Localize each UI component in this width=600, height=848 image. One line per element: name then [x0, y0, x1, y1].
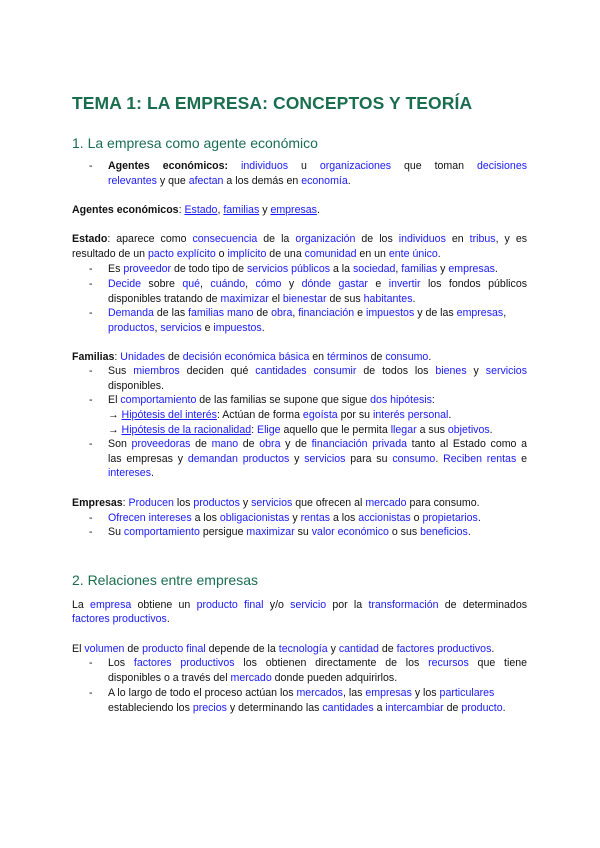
highlighted-term: propietarios — [422, 512, 478, 524]
bullet-dash: - — [89, 512, 93, 524]
bullet-dash: - — [89, 526, 93, 538]
highlighted-term: producto final — [142, 643, 206, 655]
highlighted-term: servicio — [290, 599, 327, 611]
text-run: tanto al Estado como a — [407, 438, 527, 450]
text-run: y — [289, 453, 305, 465]
text-run: e — [516, 453, 527, 465]
empresas-bullet2 — [108, 525, 471, 539]
highlighted-term: beneficios — [420, 526, 468, 538]
highlighted-term: miembros — [133, 365, 180, 377]
text-run — [331, 278, 338, 290]
text-run: . — [467, 526, 471, 538]
highlighted-term: productos — [193, 497, 240, 509]
highlighted-term: transformación — [368, 599, 439, 611]
relaciones-p1-line1 — [72, 598, 527, 612]
text-run: . — [435, 453, 444, 465]
highlighted-term: proveedor — [123, 263, 172, 275]
highlighted-term: tribus — [469, 233, 496, 245]
highlighted-term: Decide — [108, 278, 141, 290]
text-run: : aparece como — [107, 233, 193, 245]
highlighted-term: servicios — [160, 322, 202, 334]
text-run: a — [373, 702, 386, 714]
text-run: disponibles. — [108, 380, 164, 392]
estado-line1: Estado: aparece como consecuencia de la organización de los individuos en tribus, y es — [72, 233, 527, 245]
highlighted-term: rentas — [300, 512, 331, 524]
highlighted-term: gastar — [338, 278, 368, 290]
highlighted-term: servicios — [251, 497, 293, 509]
highlighted-term: Ofrecen intereses — [108, 512, 192, 524]
highlighted-term: empresas — [456, 307, 504, 319]
section-2-heading: 2. Relaciones entre empresas — [72, 572, 258, 588]
text-run: para consumo. — [406, 497, 480, 509]
highlighted-term: empresa — [90, 599, 132, 611]
text-run: de — [165, 351, 183, 363]
bullet-dash: - — [89, 263, 93, 275]
text-run: los obtienen directamente de los — [234, 657, 429, 669]
highlighted-term: volumen — [84, 643, 125, 655]
bullet-dash: - — [89, 365, 93, 377]
text-run: sobre — [140, 278, 183, 290]
highlighted-term: mercado — [365, 497, 407, 509]
text-run: : Actúan de forma — [216, 409, 303, 421]
highlighted-term: comportamiento — [120, 394, 197, 406]
highlighted-term: impuestos — [365, 307, 415, 319]
highlighted-term: mercados — [296, 687, 343, 699]
text-run: deciden qué — [179, 365, 256, 377]
bullet-dash: - — [89, 438, 93, 450]
text-run: Los — [108, 657, 134, 669]
estado-bullet2-line1 — [108, 277, 527, 291]
highlighted-term: factores productivos — [396, 643, 492, 655]
highlighted-term: interés personal — [373, 409, 449, 421]
agentes-bullet-line1: Agentes económicos: individuos u organizaciones que toman decisiones — [108, 160, 528, 172]
highlighted-term: consecuencia — [192, 233, 258, 245]
highlighted-term: obra — [271, 307, 293, 319]
text-run: en — [309, 351, 328, 363]
highlighted-term: invertir — [388, 278, 421, 290]
estado-line2 — [72, 247, 441, 261]
highlighted-term: tecnología — [278, 643, 328, 655]
highlighted-term: cantidades — [255, 365, 307, 377]
text-run: . — [151, 467, 154, 479]
text-run: . — [437, 248, 441, 260]
arrow-right-icon: → — [108, 424, 119, 436]
bullet-dash: - — [89, 394, 93, 406]
highlighted-term: producto final — [196, 599, 264, 611]
highlighted-term: individuos — [398, 233, 446, 245]
text-run: por la — [326, 599, 369, 611]
text-run: . — [448, 409, 452, 421]
highlighted-term: organización — [295, 233, 356, 245]
text-run: e — [354, 307, 366, 319]
highlighted-term: dos hipótesis — [370, 394, 432, 406]
text-run: . — [494, 263, 498, 275]
text-run: : — [122, 497, 129, 509]
text-run: , — [395, 263, 402, 275]
text-run: que ofrecen al — [292, 497, 366, 509]
text-run: y/o — [263, 599, 291, 611]
relaciones-bullet1-line1 — [108, 656, 527, 670]
highlighted-term: intercambiar — [385, 702, 444, 714]
highlighted-term: Hipótesis de la racionalidad — [121, 424, 252, 436]
highlighted-term: mercado — [230, 672, 272, 684]
agentes-bullet-line2: relevantes y que afectan a los demás en economía. — [108, 175, 351, 187]
highlighted-term: cantidad — [338, 643, 379, 655]
highlighted-term: productos — [108, 322, 155, 334]
highlighted-term: maximizar — [220, 293, 269, 305]
text-run: de todo tipo de — [171, 263, 247, 275]
text-run: . — [502, 702, 506, 714]
estado-bullet3-line2 — [108, 321, 265, 335]
highlighted-term: productos — [242, 453, 290, 465]
familias-bullet3-line3 — [108, 466, 154, 480]
text-run: su — [294, 526, 312, 538]
highlighted-term: implícito — [227, 248, 267, 260]
text-run: disponibles tratando de — [108, 293, 221, 305]
text-run: , — [200, 278, 211, 290]
text-run: El — [72, 643, 85, 655]
text-run: a sus — [416, 424, 448, 436]
text-run: de sus — [326, 293, 364, 305]
text-run: de — [124, 643, 143, 655]
highlighted-term: impuestos — [213, 322, 262, 334]
highlighted-term: obra — [259, 438, 281, 450]
text-run: los fondos públicos — [420, 278, 527, 290]
highlighted-term: proveedoras — [131, 438, 191, 450]
text-run: los — [173, 497, 194, 509]
highlighted-term: Producen — [128, 497, 174, 509]
estado-bullet1 — [108, 262, 498, 276]
text-run: Es — [108, 263, 124, 275]
text-run: en un — [356, 248, 389, 260]
highlighted-term: dónde — [301, 278, 332, 290]
highlighted-term: producto — [461, 702, 503, 714]
highlighted-term: decisión económica básica — [182, 351, 310, 363]
highlighted-term: consumo — [385, 351, 429, 363]
highlighted-term: obligacionistas — [219, 512, 290, 524]
text-run: El — [108, 394, 121, 406]
text-run: en — [445, 233, 470, 245]
text-run: e — [201, 322, 214, 334]
text-run: , — [245, 278, 256, 290]
text-run: de los — [355, 233, 399, 245]
relaciones-bullet1-line2 — [108, 671, 397, 685]
text-run: . — [261, 322, 265, 334]
text-run: las empresas y — [108, 453, 188, 465]
familias-link[interactable]: familias — [223, 204, 260, 216]
text-run: y — [239, 497, 252, 509]
text-run: , — [503, 307, 507, 319]
estado-bullet2-line2 — [108, 292, 415, 306]
bullet-dash: - — [89, 657, 93, 669]
familias-bullet3-line1 — [108, 437, 527, 451]
text-run: estableciendo los — [108, 702, 193, 714]
highlighted-term: Demanda — [108, 307, 154, 319]
text-run: aquello que le permita — [280, 424, 391, 436]
highlighted-term: Elige — [257, 424, 281, 436]
text-run: La — [72, 599, 91, 611]
text-run: obtiene un — [131, 599, 197, 611]
highlighted-term: comportamiento — [123, 526, 200, 538]
text-run: Sus — [108, 365, 134, 377]
highlighted-term: pacto explícito — [147, 248, 216, 260]
text-run: o sus — [388, 526, 421, 538]
relaciones-p1-line2 — [72, 612, 170, 626]
text-run: . — [412, 293, 416, 305]
highlighted-term: comunidad — [304, 248, 357, 260]
text-run: de — [238, 438, 260, 450]
text-run: a los — [191, 512, 220, 524]
text-run: disponibles o a través del — [108, 672, 231, 684]
text-run: y — [281, 278, 302, 290]
relaciones-bullet2-line2 — [108, 701, 506, 715]
text-run: donde pueden adquirirlos. — [271, 672, 398, 684]
familias-bullet1-line1 — [108, 364, 527, 378]
highlighted-term: factores productivos — [72, 613, 167, 625]
text-run: . — [477, 512, 481, 524]
estado-link[interactable]: Estado — [184, 204, 218, 216]
text-run: : — [251, 424, 257, 436]
text-run: , — [154, 322, 161, 334]
estado-bullet3-line1 — [108, 306, 506, 320]
highlighted-term: sociedad — [353, 263, 396, 275]
text-run: de la — [257, 233, 296, 245]
bullet-dash: - — [89, 307, 93, 319]
text-run: y — [289, 512, 301, 524]
highlighted-term: servicios — [304, 453, 346, 465]
highlighted-term: mano — [211, 438, 239, 450]
text-run: , y es — [495, 233, 527, 245]
text-run: resultado de un — [72, 248, 148, 260]
text-run: . — [491, 643, 495, 655]
highlighted-term: bienestar — [282, 293, 327, 305]
text-run: : — [431, 394, 435, 406]
text-run: : — [114, 351, 121, 363]
highlighted-term: familias — [401, 263, 438, 275]
text-run: depende de la — [205, 643, 279, 655]
highlighted-term: qué — [182, 278, 201, 290]
bullet-dash: - — [89, 160, 93, 172]
text-run: e — [367, 278, 389, 290]
text-run: de — [253, 307, 272, 319]
highlighted-term: Unidades — [120, 351, 166, 363]
bullet-dash: - — [89, 687, 93, 699]
empresas-line1: Empresas: Producen los productos y servicios que ofrecen al mercado para consumo. — [72, 497, 480, 509]
page-title: TEMA 1: LA EMPRESA: CONCEPTOS Y TEORÍA — [72, 93, 473, 113]
highlighted-term: llegar — [390, 424, 417, 436]
text-run: de una — [266, 248, 305, 260]
text-run: persigue — [199, 526, 247, 538]
highlighted-term: términos — [327, 351, 368, 363]
highlighted-term: demandan — [187, 453, 238, 465]
familias-bullet2-line1 — [108, 393, 435, 407]
text-run: y — [437, 263, 449, 275]
text-run: o — [410, 512, 423, 524]
text-run: . — [428, 351, 432, 363]
familias-bullet1-line2 — [108, 379, 164, 393]
highlighted-term: consumir — [313, 365, 357, 377]
text-run: a los — [330, 512, 359, 524]
text-run: , las — [342, 687, 366, 699]
text-run: Su — [108, 526, 124, 538]
text-run: y — [327, 643, 339, 655]
highlighted-term: recursos — [428, 657, 469, 669]
highlighted-term: Reciben rentas — [443, 453, 517, 465]
text-run: y de las — [414, 307, 457, 319]
highlighted-term: Hipótesis del interés — [121, 409, 217, 421]
highlighted-term: financiación privada — [311, 438, 407, 450]
text-run: de determinados — [438, 599, 527, 611]
text-run: o — [215, 248, 228, 260]
relaciones-bullet2-line1 — [108, 686, 494, 700]
text-run: de las — [153, 307, 189, 319]
bullet-dash: - — [89, 278, 93, 290]
text-run: de — [190, 438, 212, 450]
highlighted-term: factores productivos — [133, 657, 235, 669]
agentes-line: Agentes económicos: Estado, familias y empresas. — [72, 204, 320, 216]
text-run: y determinando las — [226, 702, 323, 714]
text-run: Son — [108, 438, 132, 450]
highlighted-term: maximizar — [246, 526, 295, 538]
text-run: de — [378, 643, 397, 655]
highlighted-term: empresas — [448, 263, 495, 275]
highlighted-term: bienes — [435, 365, 467, 377]
highlighted-term: familias — [188, 307, 225, 319]
highlighted-term: objetivos — [447, 424, 490, 436]
text-run: para su — [345, 453, 393, 465]
text-run: y los — [411, 687, 440, 699]
highlighted-term: cantidades — [322, 702, 374, 714]
text-run: de las familias se supone que sigue — [196, 394, 371, 406]
highlighted-term: financiación — [298, 307, 355, 319]
text-run: y — [466, 365, 486, 377]
highlighted-term: empresas — [365, 687, 412, 699]
text-run: . — [489, 424, 493, 436]
familias-hipotesis-racionalidad — [108, 423, 493, 437]
text-run: de — [443, 702, 462, 714]
text-run: por su — [337, 409, 374, 421]
highlighted-term: consumo — [392, 453, 436, 465]
highlighted-term: habitantes — [363, 293, 413, 305]
highlighted-term: egoísta — [302, 409, 338, 421]
familias-bullet3-line2 — [108, 452, 527, 466]
text-run: el — [268, 293, 283, 305]
highlighted-term: valor económico — [311, 526, 389, 538]
familias-line1: Familias: Unidades de decisión económica básica en términos de consumo. — [72, 351, 432, 363]
empresas-bullet1 — [108, 511, 481, 525]
highlighted-term: ente único — [388, 248, 438, 260]
text-run: de — [367, 351, 386, 363]
highlighted-term: accionistas — [358, 512, 411, 524]
empresas-link[interactable]: empresas — [270, 204, 317, 216]
highlighted-term: cuándo — [210, 278, 246, 290]
highlighted-term: precios — [192, 702, 227, 714]
highlighted-term: servicios públicos — [247, 263, 331, 275]
text-run: A lo largo de todo el proceso actúan los — [108, 687, 297, 699]
text-run: , — [292, 307, 299, 319]
text-run: . — [166, 613, 170, 625]
familias-hipotesis-interes — [108, 408, 451, 422]
highlighted-term: servicios — [485, 365, 527, 377]
highlighted-term: intereses — [108, 467, 151, 479]
highlighted-term: particulares — [439, 687, 495, 699]
relaciones-p2 — [72, 642, 494, 656]
arrow-right-icon: → — [108, 409, 119, 421]
text-run: de todos los — [356, 365, 436, 377]
highlighted-term: cómo — [255, 278, 282, 290]
text-run: y de — [280, 438, 312, 450]
section-1-heading: 1. La empresa como agente económico — [72, 135, 318, 151]
text-run: que tiene — [468, 657, 527, 669]
text-run: a la — [330, 263, 353, 275]
highlighted-term: mano — [226, 307, 254, 319]
